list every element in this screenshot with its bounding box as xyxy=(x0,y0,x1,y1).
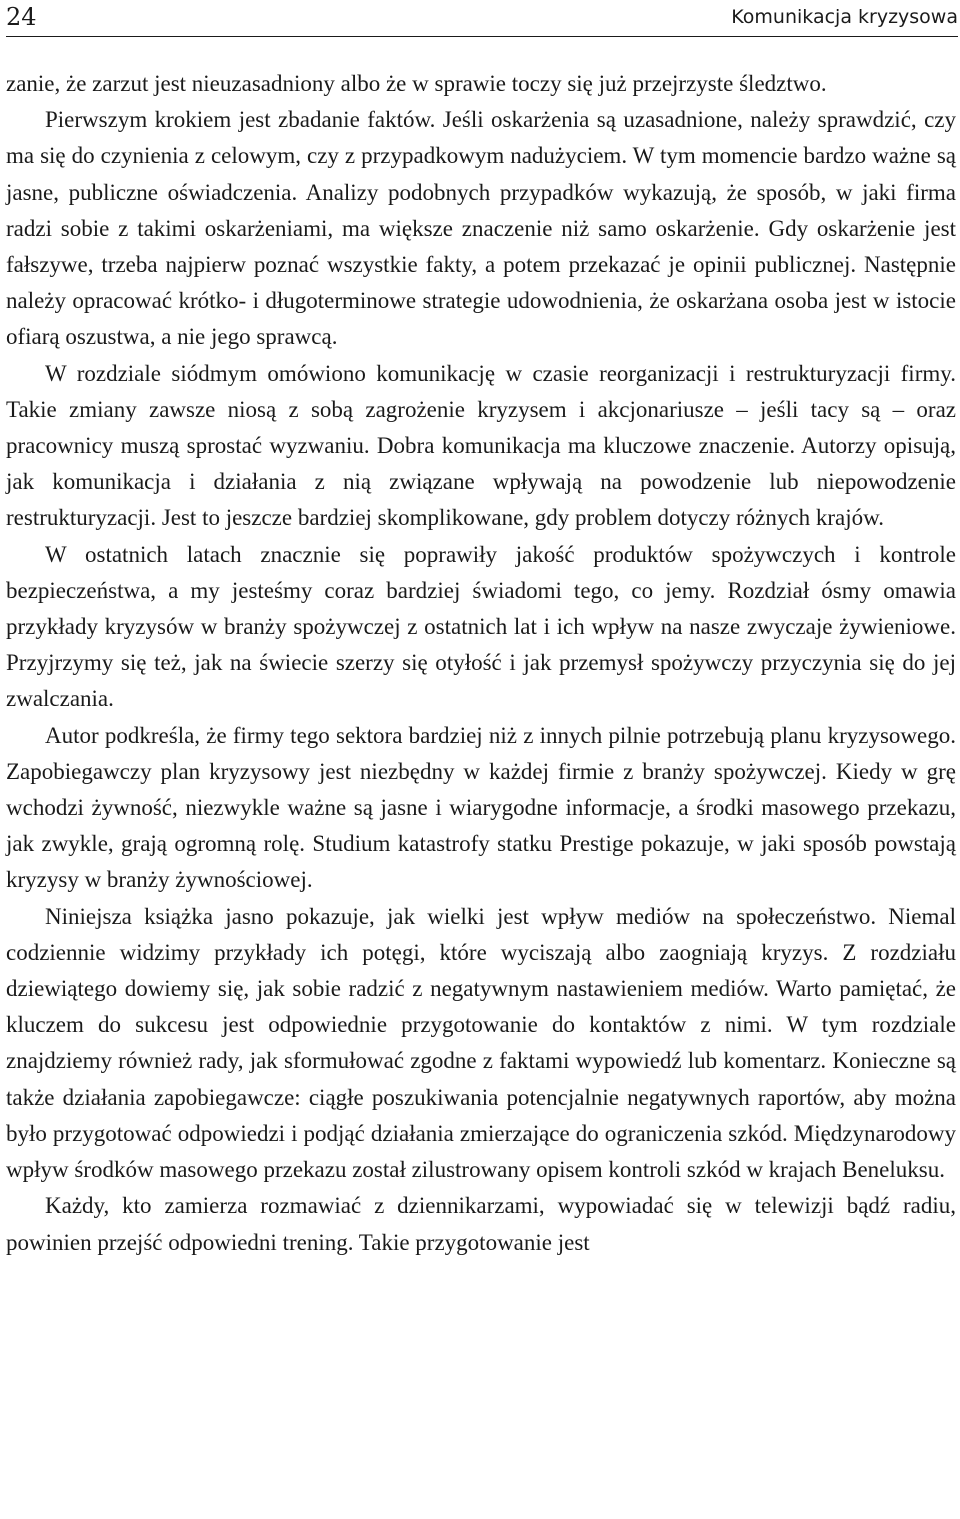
paragraph: Pierwszym krokiem jest zbadanie faktów. Jeśli oskarżenia są uzasadnione, należy sprawdzić, czy ma się do czynienia z celowym, czy z przypadkowym nadużyciem. W tym momencie bardzo ważne są jasne, publiczne oświadczenia. Analizy podobnych przypadków wykazują, że sposób, w jaki firma radzi sobie z takimi oskarżeniami, ma większe znaczenie niż samo oskarżenie. Gdy oskarżenie jest fałszywe, trzeba najpierw poznać wszystkie fakty, a potem przekazać je opinii publicznej. Następnie należy opracować krótko- i długoterminowe strategie udowodnienia, że oskarżana osoba jest w istocie ofiarą oszustwa, a nie jego sprawcą. xyxy=(6,107,956,350)
running-title: Komunikacja kryzysowa xyxy=(731,6,958,28)
paragraph: Autor podkreśla, że firmy tego sektora bardziej niż z innych pilnie potrzebują planu kryzysowego. Zapobiegawczy plan kryzysowy jest niezbędny w każdej firmie z branży spożywczej. Kiedy w grę wchodzi żywność, niezwykle ważne są jasne i wiarygodne informacje, a środki masowego przekazu, jak zwykle, grają ogromną rolę. Studium katastrofy statku Prestige pokazuje, w jaki sposób powstają kryzysy w branży żywnościowej. xyxy=(6,722,956,893)
paragraph: W ostatnich latach znacznie się poprawiły jakość produktów spożywczych i kontrole bezpieczeństwa, a my jesteśmy coraz bardziej świadomi tego, co jemy. Rozdział ósmy omawia przykłady kryzysów w branży spożywczej z ostatnich lat i ich wpływ na nasze zwyczaje żywieniowe. Przyjrzymy się też, jak na świecie szerzy się otyłość i jak przemysł spożywczy przyczynia się do jej zwalczania. xyxy=(6,541,956,712)
paragraph: Niniejsza książka jasno pokazuje, jak wielki jest wpływ mediów na społeczeństwo. Niemal codziennie widzimy przykłady ich potęgi, które wyciszają albo zaogniają kryzys. Z rozdziału dziewiątego dowiemy się, jak sobie radzić z negatywnym nastawieniem mediów. Warto pamiętać, że kluczem do sukcesu jest odpowiednie przygotowanie do kontaktów z nimi. W tym rozdziale znajdziemy również rady, jak sformułować zgodne z faktami wypowiedź lub komentarz. Konieczne są także działania zapobiegawcze: ciągłe poszukiwania potencjalnie negatywnych raportów, aby można było przygotować odpowiedzi i podjąć działania zmierzające do ograniczenia szkód. Międzynarodowy wpływ środków masowego przekazu został zilustrowany opisem kontroli szkód w krajach Beneluksu. xyxy=(6,903,956,1183)
page-header xyxy=(6,0,958,38)
paragraph: Każdy, kto zamierza rozmawiać z dziennikarzami, wypowiadać się w telewizji bądź radiu, powinien przejść odpowiedni trening. Takie przygotowanie jest xyxy=(6,1193,956,1255)
paragraph: zanie, że zarzut jest nieuzasadniony albo że w sprawie toczy się już przejrzyste śledztwo. xyxy=(6,71,827,96)
body-text xyxy=(6,66,956,1261)
page-number: 24 xyxy=(6,3,37,31)
header-rule xyxy=(6,36,958,37)
paragraph: W rozdziale siódmym omówiono komunikację w czasie reorganizacji i restrukturyzacji firmy. Takie zmiany zawsze niosą z sobą zagrożenie kryzysem i akcjonariusze – jeśli tacy są – oraz pracownicy muszą sprostać wyzwaniu. Dobra komunikacja ma kluczowe znaczenie. Autorzy opisują, jak komunikacja i działania z nią związane wpływają na powodzenie lub niepowodzenie restrukturyzacji. Jest to jeszcze bardziej skomplikowane, gdy problem dotyczy różnych krajów. xyxy=(6,360,956,531)
